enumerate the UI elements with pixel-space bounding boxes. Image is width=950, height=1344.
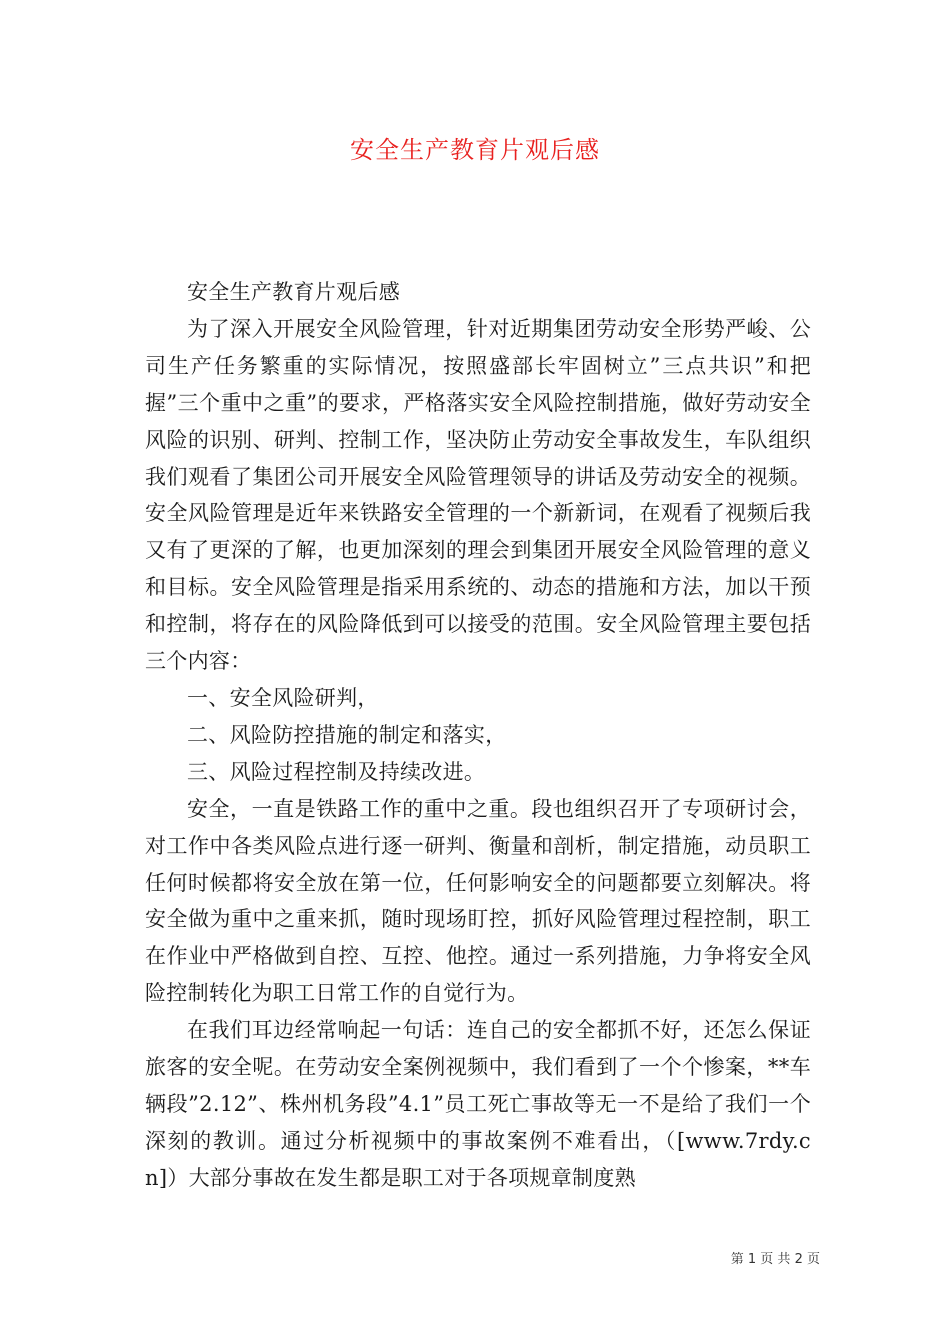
document-body xyxy=(145,274,811,1197)
page-label-suffix: 页 xyxy=(806,1252,820,1267)
page-label-prefix: 第 xyxy=(730,1252,744,1267)
total-pages-number: 2 xyxy=(794,1252,803,1267)
page-footer xyxy=(700,1248,820,1267)
paragraph-safety: 安全，一直是铁路工作的重中之重。段也组织召开了专项研讨会，对工作中各类风险点进行逐一研判、衡量和剖析，制定措施，动员职工任何时候都将安全放在第一位，任何影响安全的问题都要立刻解决。将安全做为重中之重来抓，随时现场盯控，抓好风险管理过程控制，职工在作业中严格做到自控、互控、他控。通过一系列措施，力争将安全风险控制转化为职工日常工作的自觉行为。 xyxy=(145,796,811,1006)
list-item-1: 一、安全风险研判， xyxy=(187,685,379,710)
paragraph-cases: 在我们耳边经常响起一句话：连自己的安全都抓不好，还怎么保证旅客的安全呢。在劳动安全案例视频中，我们看到了一个个惨案，**车辆段”2.12”、株州机务段”4.1”员工死亡事故等无一不是给了我们一个深刻的教训。通过分析视频中的事故案例不难看出，（[www.7rdy.cn]）大部分事故在发生都是职工对于各项规章制度熟 xyxy=(145,1018,811,1190)
current-page-number: 1 xyxy=(747,1252,757,1267)
document-title: 安全生产教育片观后感 xyxy=(350,136,600,164)
list-item-3: 三、风险过程控制及持续改进。 xyxy=(187,759,486,784)
page-label-mid: 页 共 xyxy=(760,1252,791,1267)
paragraph-subtitle: 安全生产教育片观后感 xyxy=(187,280,400,304)
paragraph-intro: 为了深入开展安全风险管理，针对近期集团劳动安全形势严峻、公司生产任务繁重的实际情况，按照盛部长牢固树立”三点共识”和把握”三个重中之重”的要求，严格落实安全风险控制措施，做好劳动安全风险的识别、研判、控制工作，坚决防止劳动安全事故发生，车队组织我们观看了集团公司开展安全风险管理领导的讲话及劳动安全的视频。安全风险管理是近年来铁路安全管理的一个新新词，在观看了视频后我又有了更深的了解，也更加深刻的理会到集团开展安全风险管理的意义和目标。安全风险管理是指采用系统的、动态的措施和方法，加以干预和控制，将存在的风险降低到可以接受的范围。安全风险管理主要包括三个内容： xyxy=(145,316,811,674)
list-item-2: 二、风险防控措施的制定和落实， xyxy=(187,722,507,747)
